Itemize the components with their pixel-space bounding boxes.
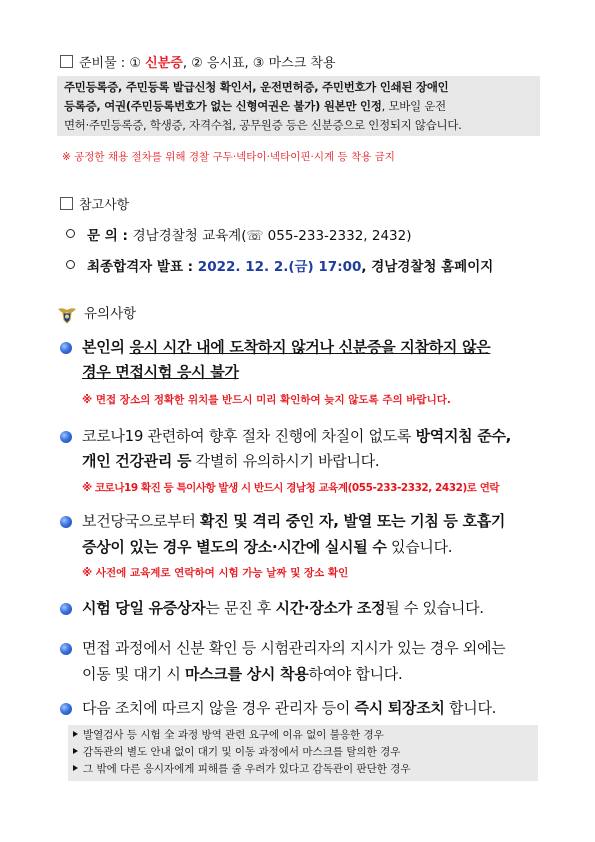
checkbox-square-icon bbox=[60, 197, 73, 210]
caution-item-5-line-1: 면접 과정에서 신분 확인 등 시험관리자의 지시가 있는 경우 외에는 bbox=[82, 639, 506, 657]
blue-ball-bullet-icon bbox=[60, 516, 72, 528]
caution-item-3-note: ※ 사전에 교육계로 연락하여 시험 가능 날짜 및 장소 확인 bbox=[82, 567, 349, 579]
prep-header: 준비물 : ① 신분증, ② 응시표, ③ 마스크 착용 bbox=[60, 55, 336, 72]
caution-item-3-line-2: 증상이 있는 경우 별도의 장소·시간에 실시될 수 있습니다. bbox=[82, 538, 453, 556]
triangle-bullet-icon bbox=[73, 765, 78, 771]
expulsion-note-3: 그 밖에 다른 응시자에게 피해를 줄 우려가 있다고 감독관이 판단한 경우 bbox=[73, 761, 411, 778]
expulsion-note-1: 발열검사 등 시험 全 과정 방역 관련 요구에 이유 없이 불응한 경우 bbox=[73, 727, 384, 744]
caution-item-1-line-2: 경우 면접시험 응시 불가 bbox=[82, 363, 239, 381]
triangle-bullet-icon bbox=[73, 731, 78, 737]
caution-item-3-line-1: 보건당국으로부터 확진 및 격리 중인 자, 발열 또는 기침 등 호흡기 bbox=[82, 512, 506, 530]
triangle-bullet-icon bbox=[73, 748, 78, 754]
checkbox-square-icon bbox=[60, 55, 73, 68]
caution-item-6: 다음 조치에 따르지 않을 경우 관리자 등이 즉시 퇴장조치 합니다. bbox=[82, 699, 497, 717]
blue-ball-bullet-icon bbox=[60, 603, 72, 615]
blue-ball-bullet-icon bbox=[60, 431, 72, 443]
circle-bullet-icon bbox=[66, 229, 75, 238]
inquiry-line: 문 의 : 경남경찰청 교육계(☏ 055-233-2332, 2432) bbox=[66, 228, 412, 244]
id-info-line-3: 면허·주민등록증, 학생증, 자격수첩, 공무원증 등은 신분증으로 인정되지 않습니다. bbox=[64, 118, 462, 132]
police-emblem-icon bbox=[57, 304, 77, 324]
blue-ball-bullet-icon bbox=[60, 342, 72, 354]
ref-header: 참고사항 bbox=[60, 197, 129, 214]
id-info-line-2: 등록증, 여권(주민등록번호가 없는 신형여권은 불가) 원본만 인정, 모바일 운전 bbox=[64, 99, 446, 113]
blue-ball-bullet-icon bbox=[60, 643, 72, 655]
caution-item-2-note: ※ 코로나19 확진 등 특이사항 발생 시 반드시 경남청 교육계(055-233-2332, 2432)로 연락 bbox=[82, 482, 500, 494]
caution-item-1-line-1: 본인의 응시 시간 내에 도착하지 않거나 신분증을 지참하지 않은 bbox=[82, 338, 491, 356]
caution-item-4: 시험 당일 유증상자는 문진 후 시간·장소가 조정될 수 있습니다. bbox=[82, 599, 484, 617]
caution-item-2-line-2: 개인 건강관리 등 각별히 유의하시기 바랍니다. bbox=[82, 452, 380, 470]
caution-item-1-note: ※ 면접 장소의 정확한 위치를 반드시 미리 확인하여 늦지 않도록 주의 바랍니다. bbox=[82, 394, 451, 406]
blue-ball-bullet-icon bbox=[60, 703, 72, 715]
caution-item-5-line-2: 이동 및 대기 시 마스크를 상시 착용하여야 합니다. bbox=[82, 665, 403, 683]
attire-warning: ※ 공정한 채용 절차를 위해 경찰 구두·넥타이·넥타이핀·시계 등 착용 금지 bbox=[62, 151, 395, 163]
id-info-line-1: 주민등록증, 주민등록 발급신청 확인서, 운전면허증, 주민번호가 인쇄된 장애인 bbox=[64, 80, 449, 94]
final-announcement-line: 최종합격자 발표 : 2022. 12. 2.(금) 17:00, 경남경찰청 홈페이지 bbox=[66, 259, 493, 275]
caution-item-2-line-1: 코로나19 관련하여 향후 절차 진행에 차질이 없도록 방역지침 준수, bbox=[82, 427, 512, 445]
caution-title: 유의사항 bbox=[84, 306, 137, 322]
circle-bullet-icon bbox=[66, 260, 75, 269]
expulsion-note-2: 감독관의 별도 안내 없이 대기 및 이동 과정에서 마스크를 탈의한 경우 bbox=[73, 744, 400, 761]
